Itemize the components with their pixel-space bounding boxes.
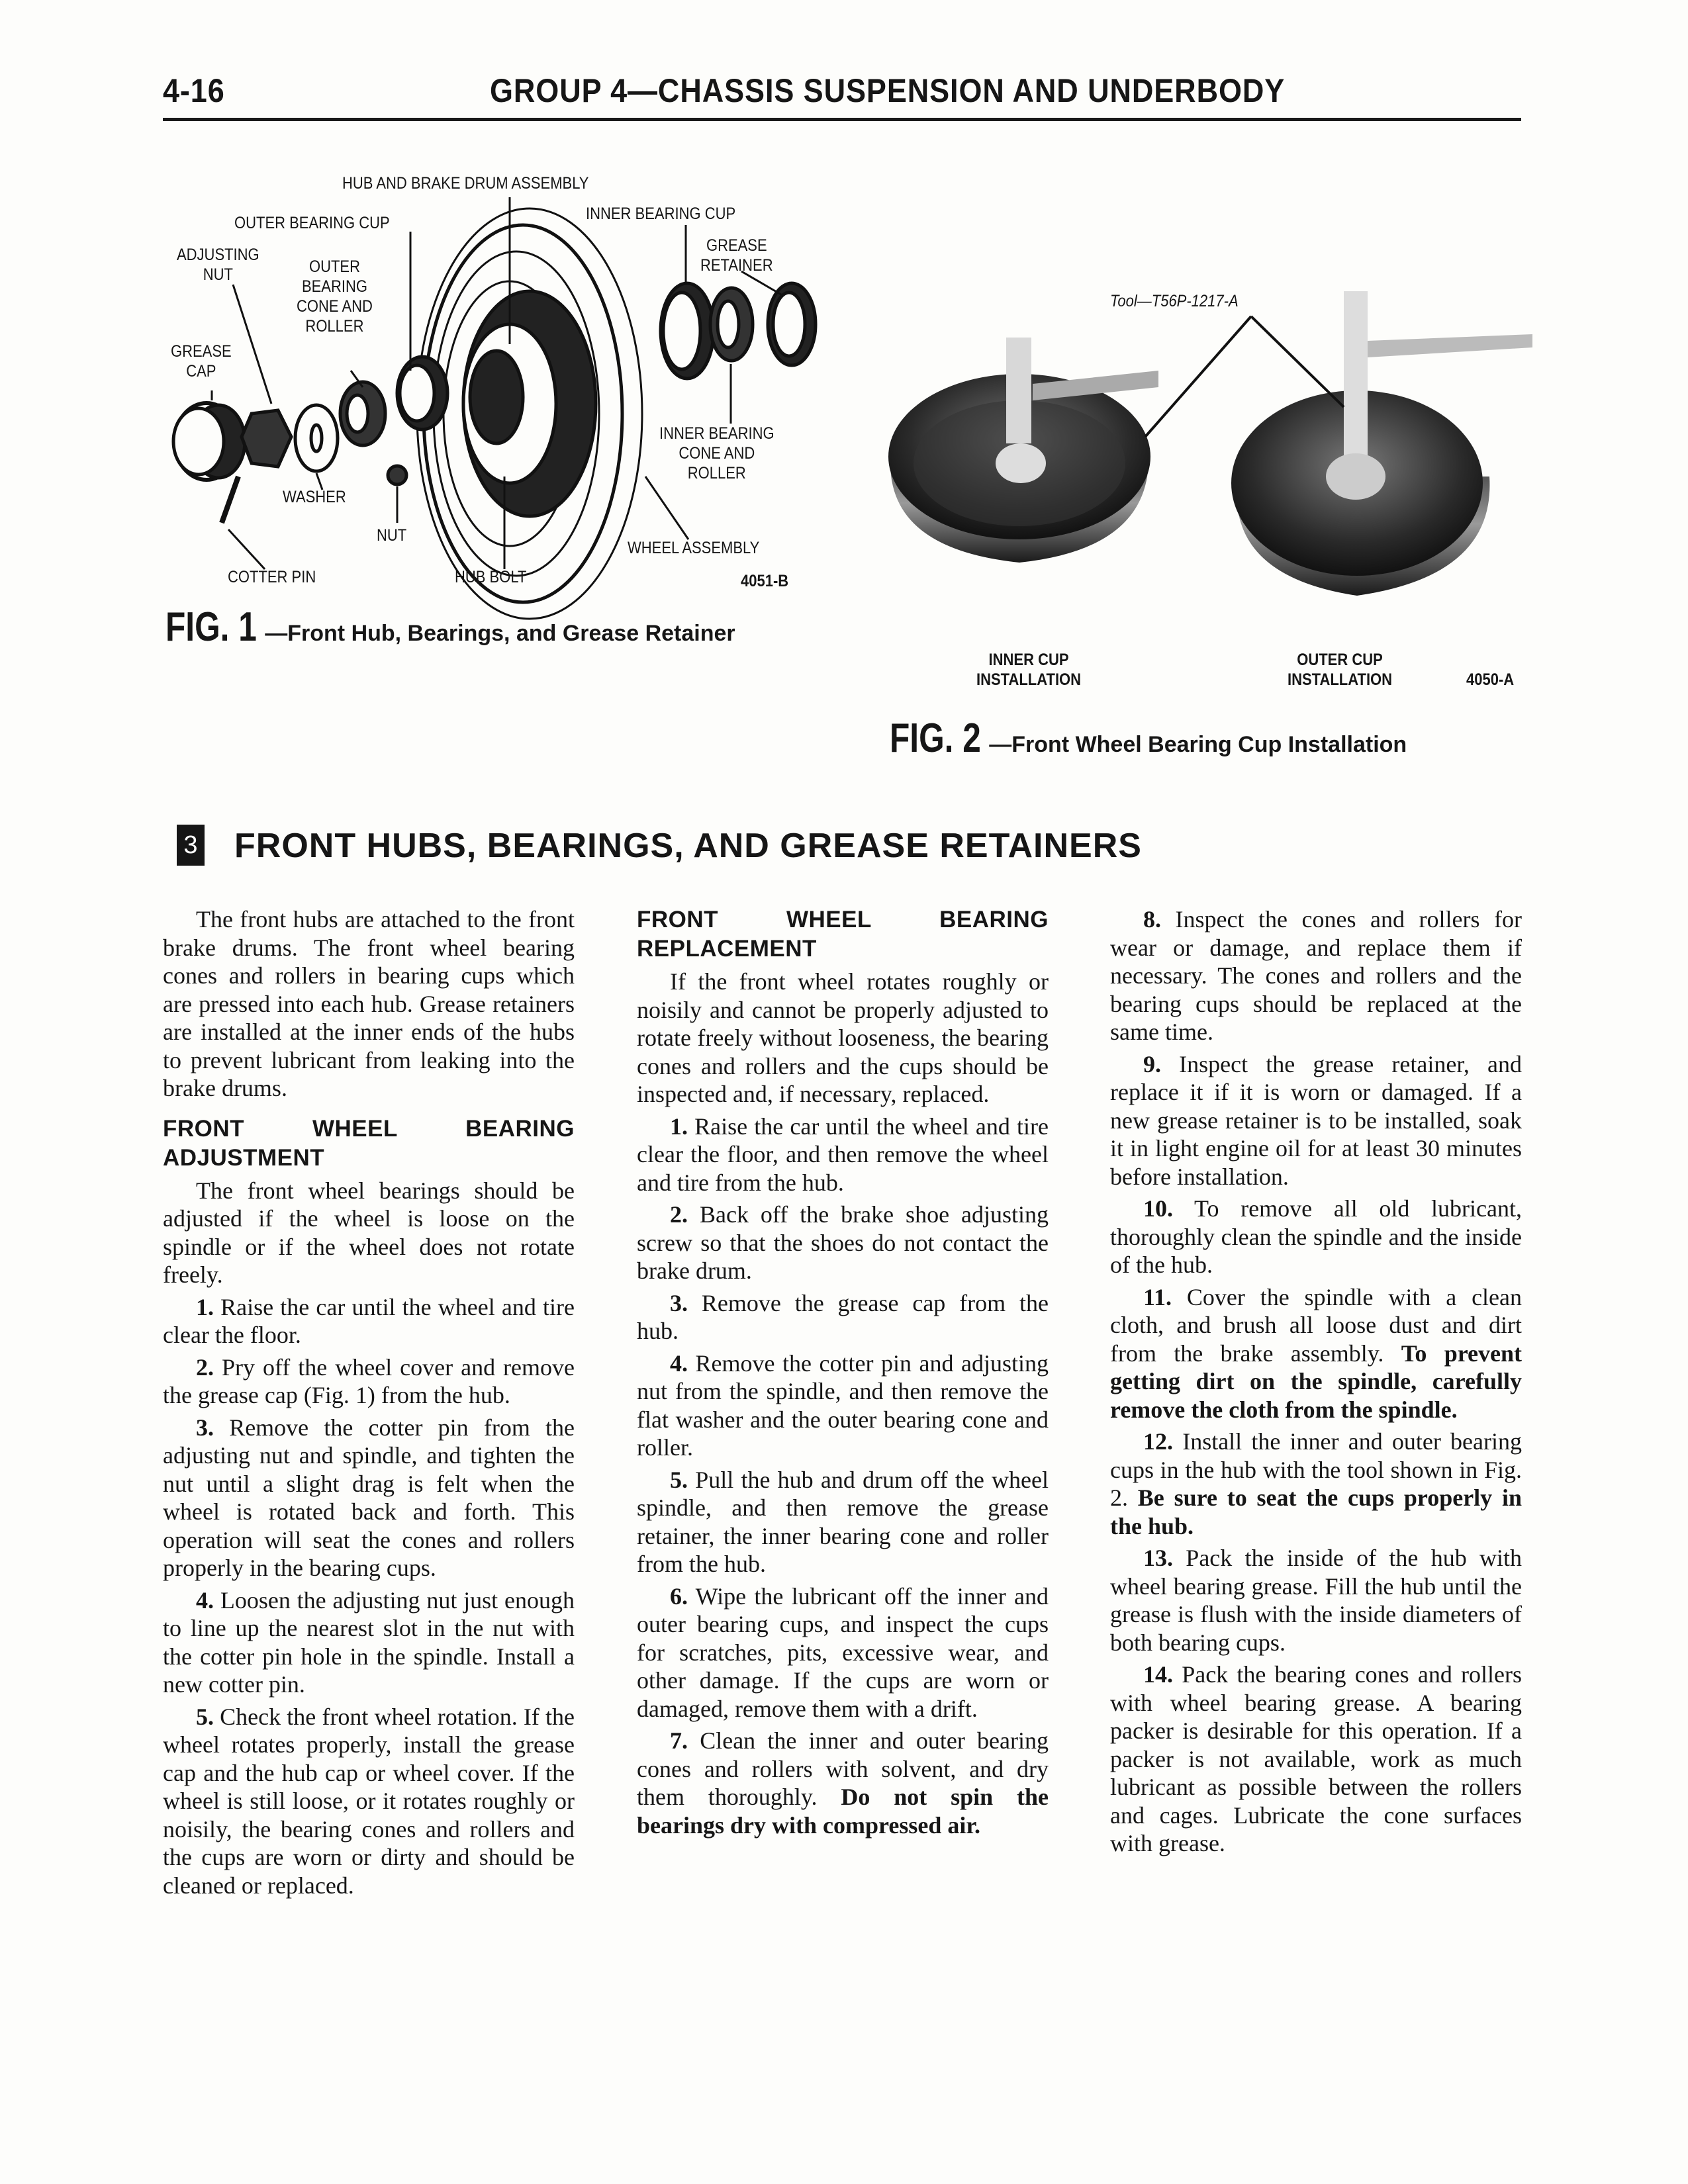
step-number: 2.: [196, 1353, 214, 1381]
label-grease-retainer: GREASE RETAINER: [700, 236, 773, 275]
label-nut: NUT: [377, 526, 407, 545]
paragraph-text: Check the front wheel rotation. If the wheel rotates properly, install the grease cap and the hub cap or wheel cover. If the wheel is still loose, or it rotates roughly or noisily, the bearing cones and rollers and the cups are worn or dirty and should be cleaned or replaced.: [163, 1703, 575, 1899]
procedure-step: [163, 1586, 575, 1699]
paragraph-text: Wipe the lubricant off the inner and outer bearing cups, and inspect the cups for scratches, pits, excessive wear, and other damage. If the cups are worn or damaged, remove them with a drift.: [637, 1582, 1049, 1722]
paragraph-text: Pull the hub and drum off the wheel spindle, and then remove the grease retainer, the inner bearing cone and roller from the hub.: [637, 1466, 1049, 1577]
label-outer-cup-installation: OUTER CUP INSTALLATION: [1288, 651, 1393, 689]
procedure-step: [637, 1113, 1049, 1197]
step-number: 14.: [1143, 1661, 1173, 1688]
paragraph-text: Clean the inner and outer bearing cones and rollers with solvent, and dry them thoroughly.: [637, 1727, 1049, 1810]
step-number: 12.: [1143, 1428, 1173, 1455]
subsection-heading: FRONT WHEEL BEARING ADJUSTMENT: [163, 1115, 575, 1171]
paragraph: [163, 905, 575, 1103]
procedure-step: [1110, 1428, 1522, 1540]
figure1-code: 4051-B: [741, 572, 789, 590]
label-hub-bolt: HUB BOLT: [455, 568, 527, 586]
paragraph-text: The front wheel bearings should be adjusted if the wheel is loose on the spindle or if the wheel does not rotate freely.: [163, 1177, 575, 1288]
procedure-step: [637, 1289, 1049, 1345]
step-number: 8.: [1143, 906, 1161, 933]
procedure-step: [637, 1349, 1049, 1462]
step-number: 13.: [1143, 1545, 1173, 1571]
tool-label: Tool—T56P-1217-A: [1110, 292, 1239, 310]
page-number: 4-16: [163, 72, 225, 109]
step-number: 1.: [670, 1113, 688, 1140]
step-number: 3.: [196, 1414, 214, 1441]
figure1-caption: FIG. 1 —Front Hub, Bearings, and Grease Retainer: [165, 604, 735, 650]
figure2-code: 4050-A: [1466, 670, 1515, 689]
paragraph-text: Back off the brake shoe adjusting screw so that the shoes do not contact the brake drum.: [637, 1201, 1049, 1284]
paragraph-text: Install the inner and outer bearing cups in the hub with the tool shown in Fig. 2.: [1110, 1428, 1523, 1511]
step-number: 2.: [670, 1201, 688, 1228]
figure2-photo: [880, 265, 1536, 688]
section-number-badge: 3: [177, 825, 205, 866]
step-number: 3.: [670, 1289, 688, 1316]
label-grease-cap: GREASE CAP: [171, 342, 232, 381]
label-outer-bearing-cup: OUTER BEARING CUP: [234, 214, 390, 232]
label-cotter-pin: COTTER PIN: [228, 568, 316, 586]
paragraph-text: Raise the car until the wheel and tire clear the floor, and then remove the wheel and tire from the hub.: [637, 1113, 1049, 1196]
paragraph: [637, 968, 1049, 1109]
emphasis-text: Be sure to seat the cups properly in the hub.: [1110, 1484, 1522, 1539]
emphasis-text: Do not spin the bearings dry with compressed air.: [637, 1784, 1049, 1839]
paragraph-text: Inspect the grease retainer, and replace it if it is worn or damaged. If a new grease retainer is to be installed, soak it in light engine oil for at least 30 minutes before installation.: [1110, 1050, 1523, 1190]
step-number: 11.: [1143, 1283, 1172, 1310]
procedure-step: [1110, 1050, 1522, 1191]
label-inner-cup-installation: INNER CUP INSTALLATION: [976, 651, 1082, 689]
label-washer: WASHER: [283, 488, 346, 506]
procedure-step: [1110, 1544, 1522, 1657]
procedure-step: [163, 1414, 575, 1582]
section-title: FRONT HUBS, BEARINGS, AND GREASE RETAINERS: [234, 827, 1142, 865]
paragraph-text: Pack the bearing cones and rollers with wheel bearing grease. A bearing packer is desirable for this operation. If a packer is not available, work as much lubricant as possible between the rollers and cages. Lubricate the cone surfaces with grease.: [1110, 1661, 1522, 1856]
label-inner-bearing-cone: INNER BEARING CONE AND ROLLER: [659, 424, 774, 482]
procedure-step: [1110, 905, 1522, 1046]
label-wheel-assembly: WHEEL ASSEMBLY: [628, 539, 760, 557]
paragraph-text: If the front wheel rotates roughly or noisily and cannot be properly adjusted to rotate freely without looseness, the bearing cones and rollers and the cups should be inspected and, if necessary, replaced.: [637, 968, 1049, 1107]
page-header-title: GROUP 4—CHASSIS SUSPENSION AND UNDERBODY: [490, 72, 1286, 109]
paragraph-text: Cover the spindle with a clean cloth, and brush all loose dust and dirt from the brake assembly.: [1110, 1283, 1523, 1367]
procedure-step: [1110, 1661, 1522, 1858]
label-adjusting-nut: ADJUSTING NUT: [177, 246, 259, 284]
paragraph: [163, 1177, 575, 1289]
label-outer-bearing-cone: OUTER BEARING CONE AND ROLLER: [297, 257, 373, 336]
label-inner-bearing-cup: INNER BEARING CUP: [586, 205, 736, 223]
step-number: 4.: [670, 1349, 688, 1377]
label-hub-drum: HUB AND BRAKE DRUM ASSEMBLY: [342, 174, 589, 193]
subsection-heading: FRONT WHEEL BEARING REPLACEMENT: [637, 907, 1049, 962]
procedure-step: [637, 1466, 1049, 1578]
paragraph-text: To remove all old lubricant, thoroughly clean the spindle and the inside of the hub.: [1110, 1195, 1522, 1278]
text-column-3: [1110, 905, 1522, 1862]
procedure-step: [637, 1582, 1049, 1723]
paragraph-text: Inspect the cones and rollers for wear or damage, and replace them if necessary. The cones and rollers and the bearing cups should be replaced at the same time.: [1110, 906, 1523, 1045]
step-number: 10.: [1143, 1195, 1173, 1222]
paragraph-text: Remove the cotter pin from the adjusting nut and spindle, and tighten the nut until a slight drag is felt when the wheel is rotated back and forth. This operation will seat the cones and rollers properly in the bearing cups.: [163, 1414, 575, 1581]
paragraph-text: Raise the car until the wheel and tire clear the floor.: [163, 1293, 575, 1348]
paragraph-text: Pry off the wheel cover and remove the grease cap (Fig. 1) from the hub.: [163, 1353, 575, 1408]
procedure-step: [163, 1703, 575, 1900]
procedure-step: [1110, 1195, 1522, 1279]
paragraph-text: Remove the grease cap from the hub.: [637, 1289, 1049, 1344]
procedure-step: [163, 1293, 575, 1349]
procedure-step: [637, 1201, 1049, 1285]
step-number: 5.: [670, 1466, 688, 1493]
step-number: 7.: [670, 1727, 688, 1754]
step-number: 4.: [196, 1586, 214, 1614]
paragraph-text: The front hubs are attached to the front brake drums. The front wheel bearing cones and rollers in bearing cups which are pressed into each hub. Grease retainers are installed at the inner ends of the hubs to prevent lubricant from leaking into the brake drums.: [163, 906, 575, 1101]
step-number: 6.: [670, 1582, 688, 1610]
procedure-step: [163, 1353, 575, 1410]
procedure-step: [1110, 1283, 1522, 1424]
text-column-1: [163, 905, 575, 1903]
paragraph-text: Loosen the adjusting nut just enough to line up the nearest slot in the nut with the cotter pin hole in the spindle. Install a new cotter pin.: [163, 1586, 575, 1698]
figure2-caption: FIG. 2 —Front Wheel Bearing Cup Installation: [890, 715, 1407, 761]
emphasis-text: To prevent getting dirt on the spindle, carefully remove the cloth from the spindle.: [1110, 1340, 1523, 1423]
paragraph-text: Remove the cotter pin and adjusting nut from the spindle, and then remove the flat washer and the outer bearing cone and roller.: [637, 1349, 1049, 1461]
step-number: 5.: [196, 1703, 214, 1730]
step-number: 9.: [1143, 1050, 1161, 1077]
procedure-step: [637, 1727, 1049, 1839]
text-column-2: [637, 905, 1049, 1843]
paragraph-text: Pack the inside of the hub with wheel bearing grease. Fill the hub until the grease is flush with the inside diameters of both bearing cups.: [1110, 1545, 1522, 1656]
step-number: 1.: [196, 1293, 214, 1320]
